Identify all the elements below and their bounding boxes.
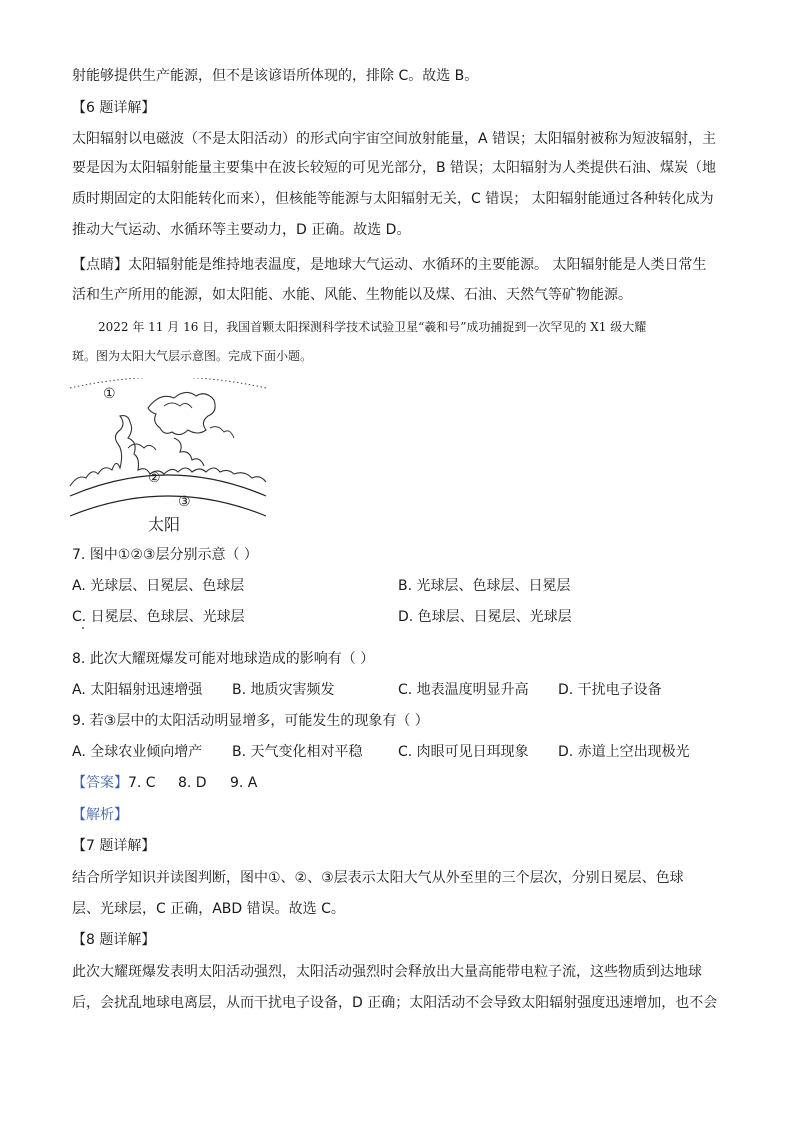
q7-option-a: A. 光球层、日冕层、色球层 (72, 578, 245, 594)
q7-stem: 7. 图中①②③层分别示意（ ） (72, 547, 258, 563)
solar-atmosphere-diagram (68, 378, 268, 538)
q7-option-d: D. 色球层、日冕层、光球层 (398, 609, 572, 625)
q9-stem: 9. 若③层中的太阳活动明显增多，可能发生的现象有（ ） (72, 713, 429, 729)
q8-stem: 8. 此次大耀斑爆发可能对地球造成的影响有（ ） (72, 651, 375, 667)
q7-explanation-header: 【7 题详解】 (72, 838, 156, 854)
q8-option-b: B. 地质灾害频发 (232, 682, 335, 698)
q6-explanation-line: 质时期固定的太阳能转化而来），但核能等能源与太阳辐射无关，C 错误； 太阳辐射能通过各种转化成为 (72, 191, 714, 207)
answer-7: 7. C (128, 775, 156, 791)
q6-explanation-line: 太阳辐射以电磁波（不是太阳活动）的形式向宇宙空间放射能量，A 错误；太阳辐射被称为短波辐射，主 (72, 131, 717, 147)
q8-option-c: C. 地表温度明显升高 (398, 682, 529, 698)
prominence-detail (164, 403, 192, 408)
answer-8: 8. D (178, 775, 207, 791)
chromosphere-arc (70, 475, 266, 496)
q7-explanation-line: 结合所学知识并读图判断，图中①、②、③层表示太阳大气从外至里的三个层次，分别日冕层、色球 (72, 870, 684, 886)
layer-label-1: ① (103, 386, 116, 402)
analysis-label: 【解析】 (72, 807, 128, 823)
prominence-loop (174, 438, 204, 466)
material-text: 2022 年 11 月 16 日，我国首颗太阳探测科学技术试验卫星“羲和号”成功捕捉到一次罕见的 X1 级大耀 (98, 320, 647, 334)
tip-line: 【点睛】太阳辐射能是维持地表温度，是地球大气运动、水循环的主要能源。 太阳辐射能是人类日常生 (72, 257, 707, 273)
corona-boundary (70, 378, 266, 388)
q9-option-d: D. 赤道上空出现极光 (558, 744, 690, 760)
q9-option-a: A. 全球农业倾向增产 (72, 744, 203, 760)
material-text: 斑。图为太阳大气层示意图。完成下面小题。 (72, 349, 313, 363)
layer-label-3: ③ (178, 494, 191, 510)
q9-option-c: C. 肉眼可见日珥现象 (398, 744, 529, 760)
answer-label: 【答案】 (72, 775, 128, 791)
previous-explanation-tail: 射能够提供生产能源，但不是该谚语所体现的，排除 C。故选 B。 (72, 68, 479, 84)
q7-option-b: B. 光球层、色球层、日冕层 (398, 578, 571, 594)
q8-explanation-line: 此次大耀斑爆发表明太阳活动强烈，太阳活动强烈时会释放出大量高能带电粒子流，这些物质到达地球 (72, 964, 702, 980)
q8-option-d: D. 干扰电子设备 (558, 682, 662, 698)
q6-explanation-line: 推动大气运动、水循环等主要动力，D 正确。故选 D。 (72, 222, 411, 238)
stray-dot (82, 627, 84, 629)
prominence-loop (210, 427, 234, 438)
prominence-shape (148, 392, 215, 434)
solar-atmosphere-figure (68, 378, 268, 538)
q7-explanation-line: 层、光球层，C 正确，ABD 错误。故选 C。 (72, 901, 345, 917)
q7-option-c: C. 日冕层、色球层、光球层 (72, 609, 245, 625)
q8-explanation-header: 【8 题详解】 (72, 932, 156, 948)
q6-explanation-header: 【6 题详解】 (72, 100, 156, 116)
tip-line: 活和生产所用的能源，如太阳能、水能、风能、生物能以及煤、石油、天然气等矿物能源。 (72, 287, 632, 303)
q9-option-b: B. 天气变化相对平稳 (232, 744, 363, 760)
prominence-loop (128, 444, 156, 450)
sun-label: 太阳 (148, 515, 181, 534)
photosphere-arc (70, 496, 266, 516)
q6-explanation-line: 要是因为太阳辐射能量主要集中在波长较短的可见光部分，B 错误；太阳辐射为人类提供石油、煤炭（地 (72, 160, 717, 176)
layer-label-2: ② (148, 470, 161, 486)
q8-explanation-line: 后，会扰乱地球电离层，从而干扰电子设备，D 正确；太阳活动不会导致太阳辐射强度迅速增加，也不会 (72, 995, 718, 1011)
answer-9: 9. A (230, 775, 258, 791)
q8-option-a: A. 太阳辐射迅速增强 (72, 682, 203, 698)
